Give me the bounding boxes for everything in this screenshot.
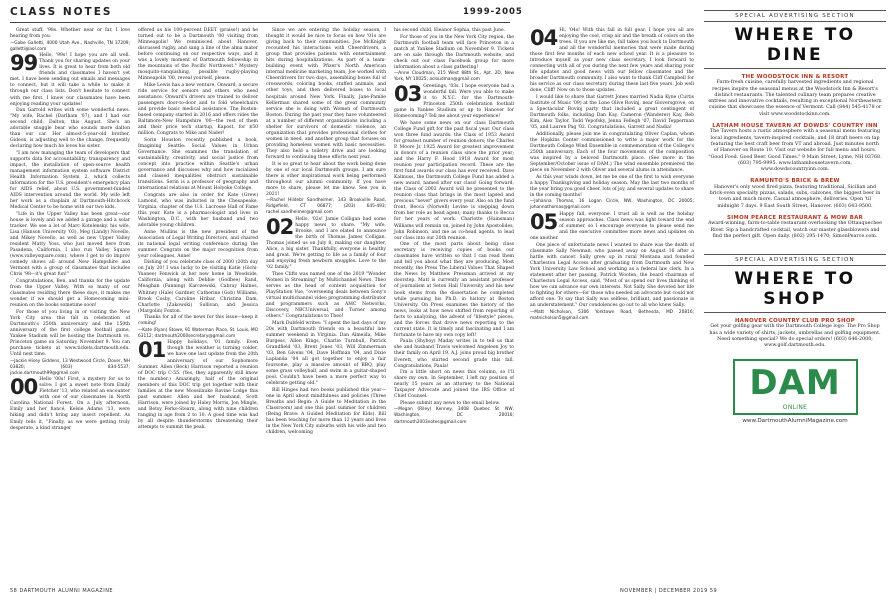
paragraph: Anne Mullins is the new president of the Association of Legal Writing Directors, and chaired its national legal writing conference during the summer. Congrats on the major recognition from your colleagues, Anne! (138, 229, 258, 259)
paragraph: As this year winds down, let me be one of the first to wish everyone a happy Thanksgiving and holiday season. May the last two months of the year bring you good cheer, lots of joy, and several updates to share in the coming months! (530, 174, 694, 198)
column-2 (138, 28, 258, 432)
paragraph: Congratulations, Ben, and thanks for the update from the Upper Valley. With so many of our classmates residing there these days, it makes me wonder if we should get a Homecoming mini-reunion on the books sometime soon! (10, 278, 130, 309)
signature: —Jackie Hisey Giddens, 13 Westwood Circle, Dover, NH 03820; (603) 834-5537; jackie.dartmouth99@gmail.com (10, 358, 130, 376)
advertising-sidebar (704, 10, 886, 588)
column-5 (530, 28, 694, 322)
paragraph: For those of you in the New York City region, the Dartmouth football team will face Princeton in a match at Yankee Stadium on November 9. Tickets are on sale through the Dartmouth website, and check out our class Facebook group for more information about a class gathering! (394, 34, 514, 70)
paragraph: I'm a little short on news this column, so I'll share my own. In September, I left my position of nearly 15 years as an attorney to the National Taxpayer Advocate and joined the IRS Office of Chief Counsel. (394, 370, 514, 400)
paragraph: Great stuff, '98s. Whether near or far, I love hearing from you. (10, 28, 130, 40)
column-4 (394, 28, 514, 426)
section-label: CLASS NOTES (10, 6, 113, 18)
paragraph: Hello, '99s! I hope you are all well. Thank you for sharing updates on your lives. It is great to hear from both old friends and classmates I haven't yet met. I have been sending out emails and messages to connect, but it will take a while to make it through our class lists. Don't hesitate to connect with me first. I know our classmates have been enjoying reading your updates! (10, 53, 130, 107)
signature: —Kate (Ryan) Stowe, 91 Waterman Place, St. Louis, MO 63112; dartmouth2000secretary@gmail.com (138, 327, 258, 339)
ad-hanover-pro-shop (704, 318, 886, 349)
paragraph: Theo Clifts was named one of the 2019 "Wonder Women in Streaming" by Multichannel News. Theo serves as the head of content acquisition for PlayStation Vue, "overseeing deals between Sony's virtual multichannel video programming distributor and programmers such as AMC Networks, Discovery, NBCUniversal, and Turner among others." Congratulations to Theo! (266, 271, 386, 320)
ad-simon-pearce (704, 215, 886, 240)
ad-heading: LATHAM HOUSE TAVERN AT DOWDS' COUNTRY INN (712, 123, 878, 130)
signature: —Gabe Galletti, 4000 Utah Ave., Nashville, TN 37209; galletti@aol.com (10, 40, 130, 52)
column-1 (10, 28, 130, 432)
ad-woodstock-inn (704, 74, 886, 118)
paragraph: Hello '00s! First, a mystery for us to solve: I got a sweet note from Emily Fletcher '13, who related an encounter with one of our classmates in North Carolina National Forest. On a July afternoon, Emily and her fiancé, Kelsie Adams '13, were hiking and didn't bring any insect repellent. As Emily tells it, "Finally, as we were getting truly desperate, a kind stranger (10, 377, 130, 431)
paragraph: Greetings, '03s. I hope everyone had a wonderful fall. Were you able to make it to N.Y.C. for the Dartmouth-Princeton 250th celebration football game in Yankee Stadium or up to Hanover for Homecoming? Tell me about your experience! (394, 83, 514, 120)
paragraph: Hi, '04s! With this fall in full gear, I hope you all are enjoying the cool, crisp air and the breath of colors on the trees. If you are like me, fall takes you back to Dartmouth and all the wonderful memories that were made during those first few months of each new school year. It is a pleasure to introduce myself as your new class secretary. I look forward to connecting with all of you during the next few years and sharing your life updates and good news with our fellow classmates and the broader Dartmouth community. I also want to thank Cliff Campbell for his service as our class secretary during these last five years. Job well done, Cliff! Now on to those updates. (530, 28, 694, 94)
paragraph: Hello, '02s! Jamie Colligan had some happy news to share. "My wife, Brooke, and I are elated to announce the birth of Thomas James Colligan. Thomas joined us on July 8, making our daughter, Alice, a big sister. Thankfully, everyone is healthy and great. We're getting to life as a family of four and enjoying fresh newborn snuggles. Love to the '02 family." (266, 216, 386, 271)
paragraph: Since we are entering the holiday season, I thought it would be nice to focus on how '01s are giving back to their communities. Joe McKnight recounted his interactions with Cheerdrivers, a group that provides patients with entertainment hits during hospitalizations. As part of a team-building event with Pfizer's North American internal medicine marketing team, Joe worked with Cheerdrivers for two days, assembling boxes full of crosswords, coloring books, stuffed animals, and other toys, and then delivered boxes to local hospitals around New York. Finally, Jane-Pamlie Kellerman shared some of the great community service she is doing with Women of Dartmouth Boston. During the past year they have volunteered at a number of different organizations including a shelter for survivors of domestic violence, an organization that provides professional clothes for women in need, and another group that focuses on providing homeless women with basic necessities. They also held a toiletry drive and are looking forward to continuing these efforts next year. (266, 28, 386, 160)
paragraph: "I am now managing the team of developers that supports data for accountability, transparency and impact, the installation of open-source health management information system software District Health Information System 2, which collects information for the U.S. president's emergency plan for AIDS relief, about U.S. government-funded AIDS intervention around the world. My wife left her work as a chaplain at Dartmouth-Hitchcock Medical Center to be home with our two kids. (10, 150, 130, 211)
ad-latham-house (704, 123, 886, 173)
paragraph: Mike Lewis has a new venture, Onward, a secure ride service for seniors and others who need assistance. Onward's drivers are trained to deliver passengers door-to-door and to fold wheelchairs and provide basic medical assistance. The Boston-based company started in 2016 and offers rides the Baltimore-New Hampshire '00—the rest of them and their price tech startup, Kapost, for $50 million, Congrats to Mike and Nader! (138, 82, 258, 137)
paragraph: For those of you living in or visiting the New York City area this fall in celebration of Dartmouth's 250th anniversary and the 150th anniversary of the first college football game, Yankee Stadium will be hosting the Dartmouth vs. Princeton game on Saturday, November 9. You can purchase tickets at www.tickets.dartmouth.edu. Until next time. (10, 309, 130, 357)
ad-body: Hanover's only wood fired pizza, featuring traditional, Sicilian and brick-oven specialty pizzas, salads, subs, calzones, the biggest beer in town and much more. Casual atmosphere, deliveries. Open 'til midnight 7 days. 9 East South Street, Hanover. (603) 643-9500. (709, 184, 881, 209)
signature: —Matt Nicholson, 5306 Yorktown Road, Bethesda, MD 20816; matnicholson5@gmail.com (530, 309, 694, 321)
dine-section-label: SPECIAL ADVERTISING SECTION (704, 10, 886, 22)
paragraph: Sorin Houston recently published a book, Imagining Seattle: Social Values in Urban Governance. She examines the translation of sustainability, creativity, and social justice from concept into practice within Seattle's urban governance and discusses why and how racialized and classed inequalities obstruct sustainable transitions. Serin is a professor of geography and international relations at Mount Holyoke College. (138, 137, 258, 192)
column-3 (266, 28, 386, 437)
class-number: 00 (10, 375, 38, 400)
folio-left: 58 DARTMOUTH ALUMNI MAGAZINE (10, 588, 114, 594)
paragraph: Mark Dubfeld writes: "I spent the last days of my 20s with Dartmouth friends on a beautiful late summer weekend in Virginia. Dan Almeida, Mike Burgess, Allen Kings, Charlie Turnbull, Patrick Grandfield '03, Brent Jones '03, Will Zimmerman '03, Ben Givens '04, Dave Hoffman '04, and Dixie Laplanda '04 all got together to enjoy a fair foursome, play a massive amount of BBQ, play some grass volleyball, and swim in a guitar-shaped pool. Couldn't have been a more perfect way to celebrate getting old." (266, 320, 386, 387)
paragraph: Paula (Shyboy) Maday writes in to tell us that she and husband Travis welcomed Angeleen Joy to their family on April 19. A.J. joins proud big brother Everett, who started second grade this fall. Congratulations, Paula! (394, 339, 514, 369)
paragraph: "Life in the Upper Valley has been great—our house is lovely and we added a garage and a solar tracker. We see a lot of Marc Kotelensky, his wife, Lisa (Hanson University '03), Meg (Landy) Novello, and Mikey Novello, as well as new Upper Valley resident Matty Yoss, who just moved here from Pasadena, California. I also run Valley Square (www.valleysquare.com), where I get to do improv comedy shows all around New Hampshire and Vermont with a group of classmates that includes Chris '98—it's great fun!" (10, 211, 130, 278)
paragraph: Dishing of you celebrate class of 2000 (20th day on July 20! I was lucky to be visiting Katie (Gichi-Yuanee) Fenwick at her new home in Woodside, California, along with Debbie (Godbee) Rand, Meaghan (Fanning) Karczewski, Cabray Haines, Whitney (Hale) Gardner, Catherine (Gob) Williams, Brook Cosby, Caroline Hribar, Christina Dam, Charlotte (Zakowski) Sullivan, and Jessica (Margolin) Foxton. (138, 260, 258, 314)
ad-body: Get your golfing gear with the Dartmouth College logo. The Pro Shop has a wide variety of shirts, jackets, umbrellas and golfing equipment. Need something special? We do special orders! (603) 646-2000; www.golf.dartmouth.edu. (709, 324, 881, 349)
paragraph: Thanks for all of the news for this issue—keep it coming! (138, 315, 258, 327)
paragraph: his second child, Eleanor Sophia, this past June. (394, 28, 506, 33)
paragraph: It is so great to hear about the work being done by one of our local Dartmouth groups. I am sure there is other inspirational work being performed throughout our alumni community. If you have more to share, please let me know. See you in 2021! (266, 161, 386, 197)
paragraph: One piece of unfortunate news I wanted to share was the death of classmate Sally Newman, who passed away on August 16 after a battle with cancer. Sally grew up in rural Montana and founded Charleston Legal Access after graduating from Dartmouth and New York University Law School and working as a federal law clerk. In a statement after her passing, Patrick Wooten, the board chairman of Charleston Legal Access, said, "Most of us spend our lives thinking of how we can advance our own interests. Not Sally. She devoted her life to fighting for others—for those who needed an advocate but could not afford one. To say that Sally was selfless, brilliant, and passionate is an understatement." Our condolences go out to all who knew Sally. (530, 242, 694, 309)
ad-ramuntos (704, 178, 886, 209)
shop-section-label: SPECIAL ADVERTISING SECTION (704, 254, 886, 266)
paragraph: Happy holidays, '01 family. Even though the weather is turning colder, we have one last update from the 20th anniversary of our Sophomore Summer. Allen (Beck) Harrison reported a reunion of DOC trip C-55. (Yes, they apparently still know the number.) Amazingly, half of the original members of this DOC trip got together with their families at the new Moosilauke Ravine Lodge this past summer. Allen and her husband, Scott Harrison, were joined by Haley Morris, Jon Mingle, and Betsy Ferko-Stearn, along with nine children ranging in age from 2 to 10. A good time was had by all despite thunderstorms threatening their attempts to summit the peak. (138, 340, 258, 431)
class-number: 04 (530, 26, 558, 50)
class-number: 01 (138, 338, 166, 363)
paragraph: Happy fall, everyone. I trust all is well as the holiday season approaches. Class news was light toward the end of summer, so I encourage everyone to please send me and the executive committee more news and updates on one another. (530, 211, 694, 242)
ad-body: The Tavern hosts a rustic atmosphere with a seasonal menu featuring local ingredients, tavern-inspired cocktails, and 18 draft beers on tap featuring the best craft beer from VT and abroad. Just minutes north of Hanover on Route 10. Visit our website for full menu and hours. "Good Food. Good Beer. Good Times." 9 Main Street, Lyme, NH 03768. (603) 795-9995. www.lathamhousetavern.com, www.dowdscountryinn.com. (708, 129, 882, 173)
paragraph: Dan Garrold writes with some wonderful news. "My wife, Rachel (Darlham '07), and I had our second child, Dalton, this August. She's an adorable snuggle bear who sounds more dalton than our car. Her almost-5-year-old brother, Gideon, is adjusting well to the change, frequently declaring how much he loves his sister. (10, 108, 130, 150)
class-number: 03 (394, 81, 422, 106)
dam-website-link[interactable]: www.DartmouthAlumniMagazine.com (742, 417, 848, 424)
class-number: 02 (266, 214, 294, 239)
class-number: 99 (10, 51, 38, 76)
header-rule (10, 22, 510, 23)
dam-logo-word: DAM (749, 362, 841, 403)
ad-heading: HANOVER COUNTRY CLUB PRO SHOP (734, 318, 855, 325)
ad-body: Award-winning, farm-to-table restaurant overlooking the Ottauquechee River. Sip a handcrafted cocktail, watch our master glassblowers and find the perfect gift. Open daily. (802) 295-1470; SimonPearce.com. (708, 221, 882, 239)
dam-online-logo[interactable] (733, 359, 858, 415)
signature: —Megan (Riley) Kenney, 3408 Quebec St. NW, Washington, DC 20016; dartmouth2003notes@gmail.com (394, 407, 514, 425)
paragraph: Congrats are also in order for Kate (Grew) Lamond, who was inducted in the Chesapeake, Virginia, chapter of the U.S. Lacrosse Hall of Fame this year. Kate is a pharmacologist and lives in Washington, D.C., with her husband and two adorable young children. (138, 192, 258, 228)
folio-right: NOVEMBER | DECEMBER 2019 59 (620, 588, 718, 594)
paragraph: offered us his 100-percent DEET (praise!) and he turned out to be a Dartmouth '00 visiting from Minneapolis! We reminisced about Hanover, discussed rugby, and sang a line of the alma mater before continuing on our respective ways, and it was a lovely moment of Dartmouth fellowship in the mountains of the Pacific Northwest." Mystery mosquito-vanquishing, possible rugby-playing Minneapolis '00, reveal yourself, please. (138, 28, 258, 82)
dine-section-title: WHERE TO DINE (704, 22, 886, 69)
ad-heading: THE WOODSTOCK INN & RESORT (741, 74, 849, 80)
ad-heading: RAMUNTO'S BRICK & BREW (750, 178, 840, 185)
signature: —Rachel Hildebr Sandheimer, 143 Brookville Road, Ridgefield, CT 06877; (203) 645-493; rachel.sandheimer@gmail.com (266, 198, 386, 216)
class-number: 05 (530, 209, 558, 234)
signature: —Johanna Thomas, 16 Logan Circle, NW, Washington, DC 20005; johannathomas@gmail.com (530, 199, 694, 211)
paragraph: One of the most parts about being class secretary is receiving copies of books our classmates have written so that I can read them and tell you about what they are producing. Most recently, the Press The Liberal Values That Shaped the News by Matthew Pressman arrived at my doorstep. Matt is currently an assistant professor of journalism at Seton Hall University and his new book stems from the dissertation he completed while pursuing his Ph.D. in history at Boston University. On Press examines the history of the news, looks at how news shifted from reporting of facts to analyzing, the advent of "lifestyle" pieces, and the forces that drove news reporting to the current state. It is timely and fascinating and I am fortunate to have my own copy left! (394, 242, 514, 338)
signature: —Anne Cloudman, 215 West 88th St., Apt. 2D, New York, NY 10025; acloudman@gmail.com (394, 71, 514, 83)
paragraph: Please submit any news to the email below. (400, 400, 501, 406)
ad-heading: SIMON PEARCE RESTAURANT & MOW BAR (726, 214, 864, 221)
paragraph: We have some news on our class Dartmouth College Fund gift for the past fiscal year. Our class won three fund awards: the Class of 1953 Award for greatest number of reunion donors; the Charles P. Moore Jr. 1925 Award for greatest improvement in donors of a reunion class since the prior year; and the Harry F. Hood 1918 Award for most reunion year participation record. These are the first fund awards our class has ever received. Dave Kalmuss, the Dartmouth College Fund has added a new award, named after our class! Going forward, the Class of 2003 Award will be presented to the reunion class that brings in the most lapsed and previous "never" givers every year. Also on the fund front, Becca (Norwell) Levine is stepping down from her role as head agent; many thanks to Becca for her years of work. Charlotte (Hainsman) Williams will remain on, joined by John Apostolides, John Robinson, and me as co-head agents, to lead our class into our 20th reunion. (394, 120, 514, 241)
paragraph: Additionally, please join me in congratulating Oliver Caplan, whom the Hopkins Center commissioned to write a major work for the Dartmouth College Wind Ensemble in commemoration of the College's 250th anniversary. Each of the four movements of the composition was inspired by a beloved Dartmouth place. (See more in the September/October issue of DAM.) The wind ensemble premiered the piece on November 2 with Oliver and several alums in attendance. (530, 131, 694, 174)
paragraph: Bill Hinges had two books published this year—one in April about mindfulness and policies (Three Breaths and Begin: A Guide to Meditation in the Classroom) and one this past summer for children (Being Brave: A Guided Meditation for Kids). Bill has been teaching for more than 12 years and lives in the New York City suburbs with his wife and two children, welcoming (266, 387, 386, 436)
ad-body: Farm-fresh cuisine, carefully harvested ingredients and regional recipes inspire the seasonal menus at the Woodstock Inn & Resort's distinct restaurants. The talented culinary team prepares creative entrées and innovative cocktails, resulting in exceptional Northeastern cuisine that showcases the essence of Vermont. Call (844) 545-4178 or visit www.woodstockinn.com. (708, 80, 882, 117)
paragraph: I would like to share that Garrett Jones married Nadia Kyne (Curtis Institute of Music '09) at the Lone Olive Rovinj, near Gloversgrove, on a Spectacular Rovinj party that included a great contingent of Dartmouth folks, including Dan Kay, Cameron (Wanderer) Kay, Reb Kim, Alex Taylor, Todd Yepofsky, Jenna Fellegh '07, David Tepperman '05, and Lauren Pag '02. Congratulations, Garrett and Nadia! (530, 95, 694, 131)
class-years: 1999-2005 (463, 7, 523, 17)
dam-logo-subtitle: ONLINE (782, 403, 808, 411)
shop-section-title: WHERE TO SHOP (704, 266, 886, 313)
